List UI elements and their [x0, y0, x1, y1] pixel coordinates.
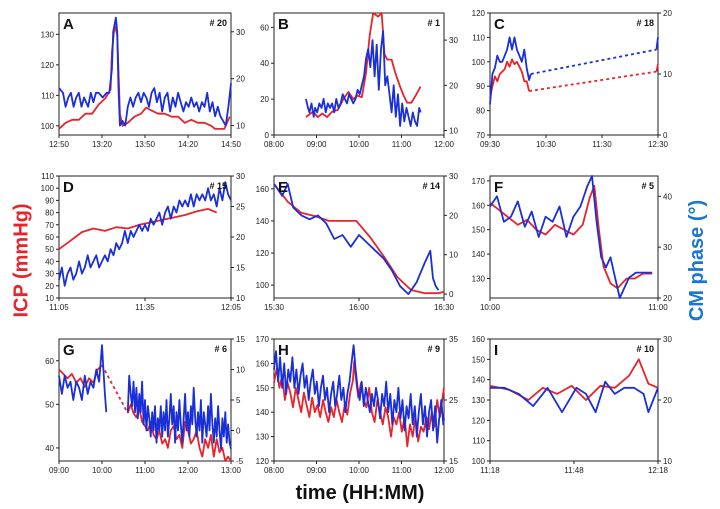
panel-a-right-tick-label: 10	[236, 121, 245, 131]
panel-d-left-tick-label: 110	[41, 172, 54, 181]
panel-f-left-tick-label: 160	[471, 201, 485, 211]
panel-c-left-tick-label: 70	[476, 131, 485, 140]
panel-e-letter: E	[278, 179, 289, 196]
panel-e-left-tick-label: 100	[255, 281, 269, 291]
panel-h-x-tick-label: 08:00	[263, 466, 285, 475]
panel-d-left-tick-label: 10	[45, 294, 54, 303]
panel-h-x-tick-label: 11:00	[391, 466, 412, 475]
panel-g-right-tick-label: 15	[236, 335, 245, 344]
panel-c-left-tick-label: 120	[471, 9, 485, 18]
panel-d-left-tick-label: 80	[45, 208, 54, 218]
panel-d-frame	[59, 176, 231, 298]
panel-d-left-tick-label: 50	[45, 245, 54, 255]
panel-b-left-tick-label: 0	[264, 131, 269, 140]
panel-d-right-tick-label: 15	[236, 263, 245, 273]
panel-c-left-tick-label: 100	[471, 57, 485, 67]
panel-d-right-tick-label: 10	[236, 294, 245, 303]
panel-a-left-tick-label: 110	[41, 91, 54, 101]
panel-f-right-tick-label: 40	[663, 192, 672, 202]
panel-i-x-tick-label: 11:18	[480, 466, 500, 475]
panel-d-x-tick-label: 11:05	[49, 303, 69, 312]
panel-f-icp-series-0	[490, 186, 652, 288]
panel-i-right-tick-label: 20	[663, 396, 672, 405]
panel-e-right-tick-label: 10	[449, 250, 458, 260]
panel-c-right-tick-label: 0	[663, 131, 668, 140]
panel-b-x-tick-label: 12:00	[433, 140, 455, 149]
panel-d-left-tick-label: 20	[45, 281, 54, 291]
panel-b-right-tick-label: 20	[449, 81, 458, 91]
panel-i-patient-id: # 10	[636, 344, 654, 354]
panel-c-left-tick-label: 80	[476, 106, 485, 116]
panel-g-left-tick-label: 60	[45, 356, 54, 366]
panel-g-x-tick-label: 10:00	[91, 466, 113, 475]
panel-b-left-tick-label: 40	[260, 59, 269, 69]
panel-h-right-tick-label: 35	[449, 335, 458, 344]
panel-i-left-tick-label: 150	[471, 355, 485, 365]
panel-g-letter: G	[63, 342, 75, 359]
panel-i-cm-series-1	[490, 382, 658, 413]
panel-a-right-tick-label: 30	[236, 27, 245, 37]
panel-d-left-tick-label: 70	[45, 220, 54, 230]
right-axis-label-container	[678, 160, 718, 360]
panel-c-cm-series-4	[531, 50, 657, 74]
panel-h	[256, 335, 459, 475]
panel-h-left-tick-label: 170	[255, 335, 269, 344]
panel-c-x-tick-label: 12:30	[647, 140, 669, 149]
panel-g-patient-id: # 6	[214, 344, 227, 354]
panel-a-x-tick-label: 12:50	[48, 140, 70, 149]
panel-f-x-tick-label: 10:00	[479, 303, 501, 312]
panel-e-left-tick-label: 120	[255, 249, 269, 259]
panel-d-right-tick-label: 30	[236, 172, 245, 181]
panel-d	[41, 172, 246, 312]
panel-h-left-tick-label: 160	[255, 359, 269, 369]
panel-f-cm-series-1	[490, 176, 652, 298]
panel-d-right-tick-label: 25	[236, 202, 245, 212]
panel-d-patient-id: # 15	[209, 181, 227, 191]
panel-e-left-tick-label: 140	[255, 216, 269, 226]
panel-b-x-tick-label: 10:00	[348, 140, 370, 149]
panel-b	[260, 13, 458, 149]
panel-h-x-tick-label: 12:00	[433, 466, 455, 475]
panel-a-letter: A	[63, 16, 74, 33]
panel-b-x-tick-label: 09:00	[306, 140, 327, 149]
panel-i-left-tick-label: 140	[471, 375, 485, 385]
panel-b-right-tick-label: 30	[449, 36, 458, 46]
panel-g-x-tick-label: 13:00	[220, 466, 242, 475]
panel-f-x-tick-label: 11:00	[648, 303, 668, 312]
panel-c-frame	[490, 13, 658, 135]
panel-b-patient-id: # 1	[427, 18, 440, 28]
panel-a-icp-series-0	[59, 25, 230, 129]
panel-h-letter: H	[278, 342, 289, 359]
panel-f-right-tick-label: 20	[663, 294, 672, 303]
panel-h-icp-series-0	[274, 361, 444, 446]
panel-b-left-tick-label: 60	[260, 23, 269, 33]
panel-e-right-tick-label: 20	[449, 211, 458, 221]
panel-b-cm-series-1	[306, 31, 421, 126]
panel-f-left-tick-label: 170	[471, 176, 485, 186]
panel-h-right-tick-label: 25	[449, 396, 458, 405]
panel-f	[472, 176, 673, 312]
panel-i-x-tick-label: 11:48	[564, 466, 584, 475]
panel-c-right-tick-label: 20	[663, 9, 672, 18]
panel-d-left-tick-label: 100	[40, 184, 54, 194]
panel-f-letter: F	[494, 179, 504, 196]
panel-c-patient-id: # 18	[636, 18, 654, 28]
panel-i-left-tick-label: 110	[472, 436, 485, 446]
panel-a-left-tick-label: 120	[40, 60, 54, 70]
panel-h-left-tick-label: 140	[255, 408, 269, 418]
panel-c-icp-series-1	[529, 72, 656, 92]
panel-e	[256, 172, 459, 312]
panel-f-left-tick-label: 130	[471, 274, 485, 284]
panel-i-letter: I	[494, 342, 499, 359]
panel-e-left-tick-label: 160	[255, 184, 269, 194]
panel-e-cm-series-1	[274, 184, 439, 294]
panel-i-right-tick-label: 30	[663, 335, 672, 344]
panel-a-x-tick-label: 14:50	[220, 140, 242, 149]
panel-h-left-tick-label: 120	[255, 457, 269, 466]
panel-g-right-tick-label: 0	[236, 426, 241, 436]
panel-h-left-tick-label: 130	[255, 432, 269, 442]
panel-e-x-tick-label: 16:30	[433, 303, 455, 312]
panel-a-x-tick-label: 13:50	[134, 140, 156, 149]
panel-a	[41, 13, 246, 149]
panel-c-x-tick-label: 11:30	[592, 140, 612, 149]
panel-h-x-tick-label: 10:00	[348, 466, 370, 475]
panel-i-x-tick-label: 12:18	[647, 466, 669, 475]
panel-d-letter: D	[63, 179, 74, 196]
panel-i-right-tick-label: 10	[663, 457, 672, 466]
panel-b-x-tick-label: 11:00	[391, 140, 412, 149]
panel-e-right-tick-label: 30	[449, 172, 458, 181]
panel-d-right-tick-label: 20	[236, 233, 245, 242]
panel-f-left-tick-label: 140	[471, 250, 485, 260]
panel-h-left-tick-label: 150	[255, 383, 269, 393]
panel-c-left-tick-label: 110	[472, 33, 485, 43]
panel-a-left-tick-label: 100	[40, 121, 54, 131]
panel-c-letter: C	[494, 16, 505, 33]
panel-c-right-tick-label: 10	[663, 70, 672, 79]
panel-a-x-tick-label: 14:20	[177, 140, 199, 149]
right-axis-label: CM phase (°)	[686, 199, 709, 321]
panel-d-x-tick-label: 12:05	[220, 303, 242, 312]
panel-e-x-tick-label: 16:00	[348, 303, 370, 312]
panel-a-patient-id: # 20	[209, 18, 227, 28]
panel-g	[45, 335, 245, 475]
panel-h-patient-id: # 9	[427, 344, 440, 354]
panel-c-cm-series-3	[490, 37, 531, 104]
panel-g-right-tick-label: -5	[236, 457, 244, 466]
panel-e-right-tick-label: 0	[449, 290, 454, 300]
panel-f-left-tick-label: 150	[471, 225, 485, 235]
panel-d-left-tick-label: 60	[45, 233, 54, 242]
x-axis-label: time (HH:MM)	[295, 482, 425, 504]
panel-b-x-tick-label: 08:00	[263, 140, 285, 149]
panel-i-icp-series-0	[490, 359, 658, 400]
panel-d-x-tick-label: 11:35	[135, 303, 155, 312]
panel-f-patient-id: # 5	[641, 181, 654, 191]
panel-a-right-tick-label: 20	[236, 74, 245, 84]
panel-g-left-tick-label: 40	[45, 443, 54, 453]
panel-b-right-tick-label: 10	[449, 126, 458, 136]
panel-i	[472, 335, 673, 475]
panel-f-right-tick-label: 30	[663, 243, 672, 253]
panel-c	[472, 9, 673, 149]
panel-e-patient-id: # 14	[422, 181, 440, 191]
left-axis-label: ICP (mmHg)	[10, 202, 33, 318]
panel-h-cm-series-1	[274, 345, 444, 443]
panel-c-x-tick-label: 09:30	[479, 140, 501, 149]
panel-e-x-tick-label: 15:30	[263, 303, 285, 312]
panel-d-left-tick-label: 30	[45, 269, 54, 279]
panel-i-left-tick-label: 120	[471, 416, 485, 426]
panel-i-frame	[490, 339, 658, 461]
panel-g-x-tick-label: 11:00	[135, 466, 155, 475]
panel-d-cm-series-1	[59, 182, 231, 286]
panel-a-frame	[59, 13, 231, 135]
panel-g-left-tick-label: 50	[45, 400, 54, 410]
panel-g-right-tick-label: 5	[236, 396, 241, 405]
panel-g-right-tick-label: 10	[236, 365, 245, 375]
panel-h-right-tick-label: 15	[449, 457, 458, 466]
panel-f-frame	[490, 176, 658, 298]
left-axis-label-container	[2, 160, 42, 360]
panel-i-left-tick-label: 130	[471, 396, 485, 405]
panel-h-x-tick-label: 09:00	[306, 466, 327, 475]
panel-i-left-tick-label: 100	[471, 457, 485, 466]
panel-a-left-tick-label: 130	[40, 30, 54, 40]
panel-d-left-tick-label: 40	[45, 257, 54, 267]
panel-c-left-tick-label: 90	[476, 82, 485, 92]
panel-b-left-tick-label: 20	[260, 95, 269, 105]
panel-g-x-tick-label: 09:00	[48, 466, 70, 475]
panel-g-x-tick-label: 12:00	[177, 466, 199, 475]
panel-b-letter: B	[278, 16, 289, 33]
panel-a-x-tick-label: 13:20	[91, 140, 113, 149]
panel-i-left-tick-label: 160	[471, 335, 485, 344]
panel-d-left-tick-label: 90	[45, 196, 54, 206]
panel-c-x-tick-label: 10:30	[535, 140, 557, 149]
